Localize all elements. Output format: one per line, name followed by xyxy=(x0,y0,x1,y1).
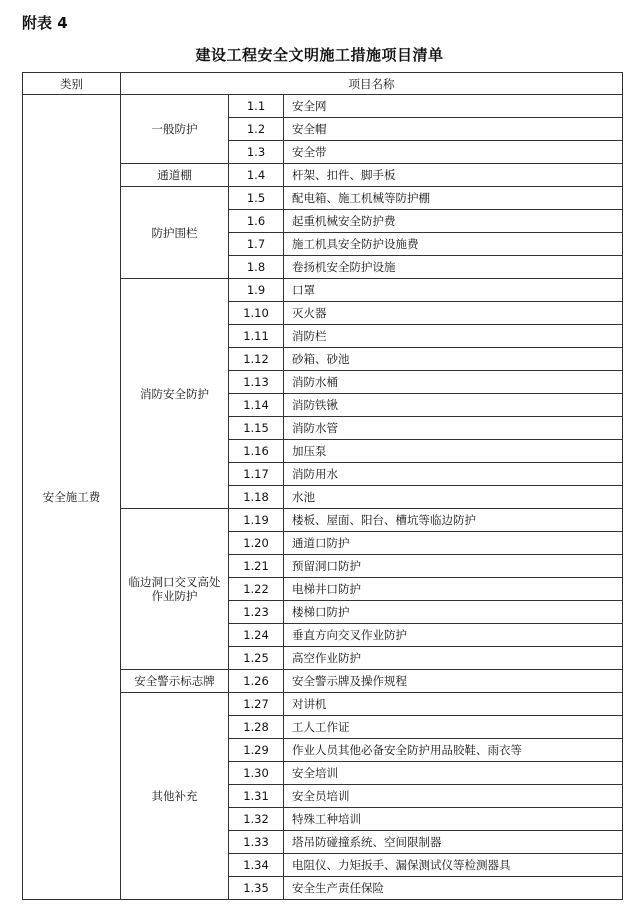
measures-table xyxy=(22,72,623,900)
item-number: 1.5 xyxy=(229,187,284,210)
item-name: 对讲机 xyxy=(284,693,623,716)
item-number: 1.17 xyxy=(229,463,284,486)
item-number: 1.33 xyxy=(229,831,284,854)
item-name: 作业人员其他必备安全防护用品胶鞋、雨衣等 xyxy=(284,739,623,762)
item-number: 1.11 xyxy=(229,325,284,348)
item-number: 1.6 xyxy=(229,210,284,233)
item-number: 1.18 xyxy=(229,486,284,509)
item-number: 1.35 xyxy=(229,877,284,900)
item-name: 工人工作证 xyxy=(284,716,623,739)
item-name: 灭火器 xyxy=(284,302,623,325)
item-name: 楼梯口防护 xyxy=(284,601,623,624)
item-name: 口罩 xyxy=(284,279,623,302)
appendix-label: 附表 4 xyxy=(22,14,68,32)
item-number: 1.14 xyxy=(229,394,284,417)
table-row xyxy=(23,95,623,118)
item-number: 1.25 xyxy=(229,647,284,670)
item-number: 1.28 xyxy=(229,716,284,739)
item-name: 配电箱、施工机械等防护棚 xyxy=(284,187,623,210)
item-name: 消防水管 xyxy=(284,417,623,440)
header-row xyxy=(23,73,623,95)
item-number: 1.20 xyxy=(229,532,284,555)
item-name: 安全网 xyxy=(284,95,623,118)
item-name: 安全生产责任保险 xyxy=(284,877,623,900)
item-number: 1.10 xyxy=(229,302,284,325)
item-name: 消防水桶 xyxy=(284,371,623,394)
item-name: 通道口防护 xyxy=(284,532,623,555)
item-number: 1.23 xyxy=(229,601,284,624)
item-number: 1.2 xyxy=(229,118,284,141)
header-category: 类别 xyxy=(23,73,121,95)
item-number: 1.29 xyxy=(229,739,284,762)
item-name: 消防铁锹 xyxy=(284,394,623,417)
document-title: 建设工程安全文明施工措施项目清单 xyxy=(195,46,444,64)
item-name: 水池 xyxy=(284,486,623,509)
table-body xyxy=(23,73,623,900)
item-number: 1.3 xyxy=(229,141,284,164)
item-number: 1.26 xyxy=(229,670,284,693)
item-number: 1.32 xyxy=(229,808,284,831)
item-number: 1.15 xyxy=(229,417,284,440)
item-name: 电梯井口防护 xyxy=(284,578,623,601)
item-name: 楼板、屋面、阳台、槽坑等临边防护 xyxy=(284,509,623,532)
item-name: 卷扬机安全防护设施 xyxy=(284,256,623,279)
item-name: 杆架、扣件、脚手板 xyxy=(284,164,623,187)
item-number: 1.34 xyxy=(229,854,284,877)
item-name: 施工机具安全防护设施费 xyxy=(284,233,623,256)
item-name: 高空作业防护 xyxy=(284,647,623,670)
item-name: 消防栏 xyxy=(284,325,623,348)
item-number: 1.16 xyxy=(229,440,284,463)
item-number: 1.9 xyxy=(229,279,284,302)
item-number: 1.27 xyxy=(229,693,284,716)
subcategory-cell: 防护围栏 xyxy=(121,187,229,279)
subcategory-cell: 安全警示标志牌 xyxy=(121,670,229,693)
item-name: 特殊工种培训 xyxy=(284,808,623,831)
item-number: 1.22 xyxy=(229,578,284,601)
subcategory-cell: 临边洞口交叉高处作业防护 xyxy=(121,509,229,670)
item-name: 垂直方向交叉作业防护 xyxy=(284,624,623,647)
item-name: 电阻仪、力矩扳手、漏保测试仪等检测器具 xyxy=(284,854,623,877)
item-name: 预留洞口防护 xyxy=(284,555,623,578)
item-number: 1.8 xyxy=(229,256,284,279)
item-name: 起重机械安全防护费 xyxy=(284,210,623,233)
item-name: 加压泵 xyxy=(284,440,623,463)
subcategory-cell: 一般防护 xyxy=(121,95,229,164)
item-number: 1.21 xyxy=(229,555,284,578)
subcategory-cell: 其他补充 xyxy=(121,693,229,900)
item-name: 消防用水 xyxy=(284,463,623,486)
subcategory-cell: 消防安全防护 xyxy=(121,279,229,509)
item-number: 1.4 xyxy=(229,164,284,187)
item-name: 安全带 xyxy=(284,141,623,164)
subcategory-cell: 通道棚 xyxy=(121,164,229,187)
item-name: 安全培训 xyxy=(284,762,623,785)
header-item-name: 项目名称 xyxy=(121,73,623,95)
item-name: 安全员培训 xyxy=(284,785,623,808)
category-cell: 安全施工费 xyxy=(23,95,121,900)
item-name: 安全警示牌及操作规程 xyxy=(284,670,623,693)
item-number: 1.31 xyxy=(229,785,284,808)
item-number: 1.19 xyxy=(229,509,284,532)
item-number: 1.24 xyxy=(229,624,284,647)
item-number: 1.1 xyxy=(229,95,284,118)
item-name: 塔吊防碰撞系统、空间限制器 xyxy=(284,831,623,854)
item-name: 砂箱、砂池 xyxy=(284,348,623,371)
item-name: 安全帽 xyxy=(284,118,623,141)
item-number: 1.12 xyxy=(229,348,284,371)
item-number: 1.13 xyxy=(229,371,284,394)
item-number: 1.30 xyxy=(229,762,284,785)
item-number: 1.7 xyxy=(229,233,284,256)
